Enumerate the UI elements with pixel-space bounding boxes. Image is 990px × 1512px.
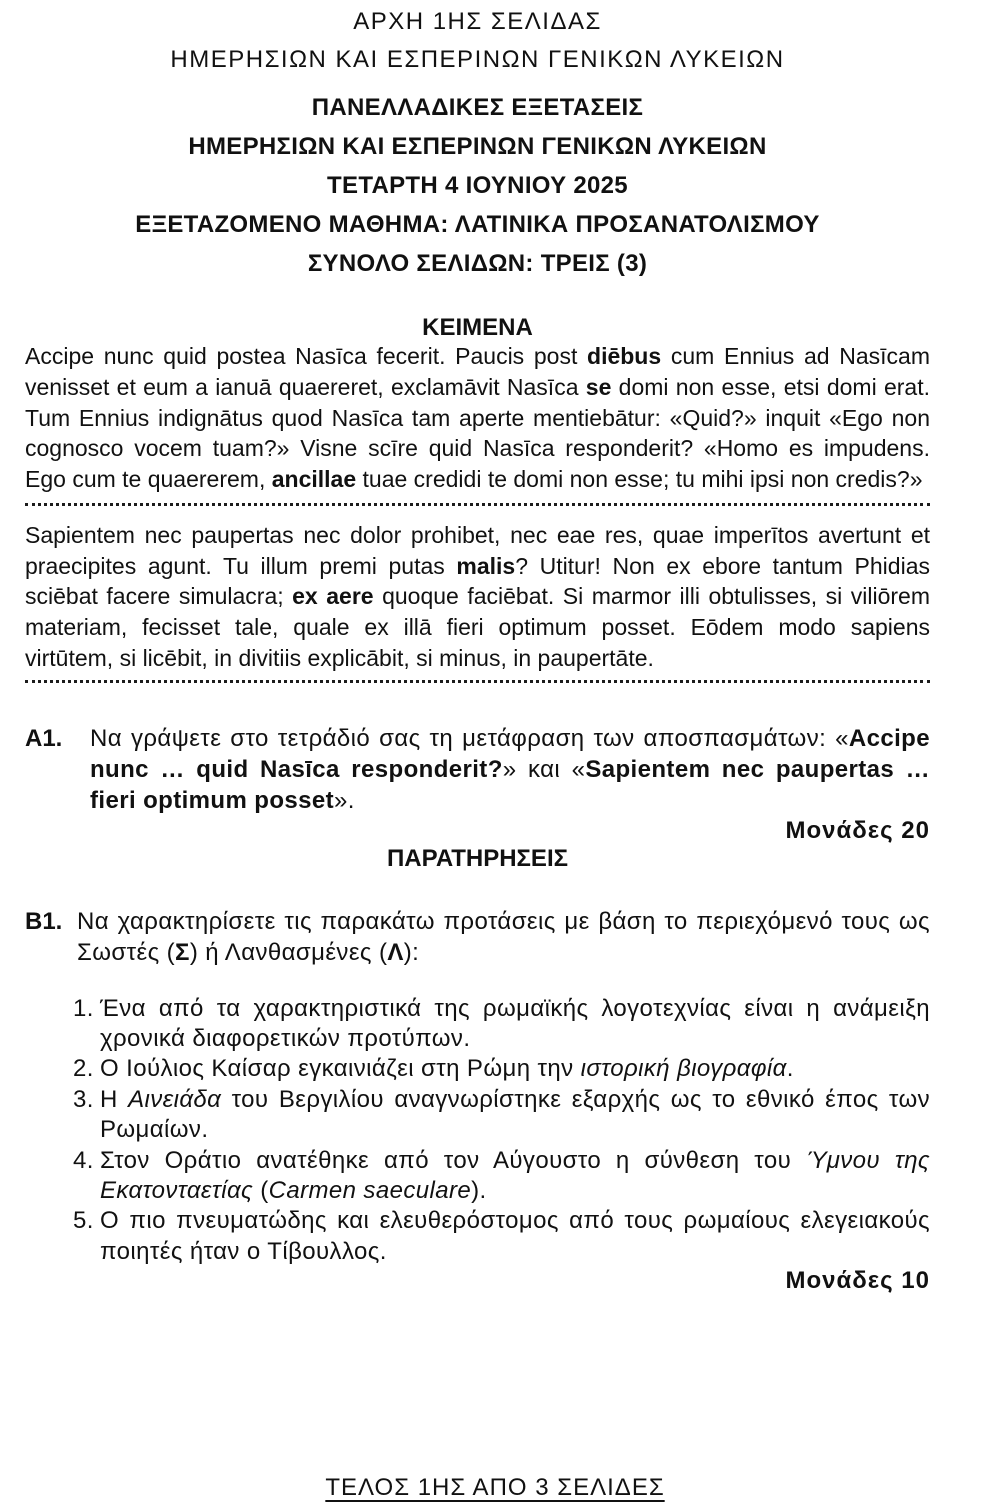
exercise-b1-intro: Να χαρακτηρίσετε τις παρακάτω προτάσεις με βάση το περιεχόμενό τους ως Σωστές (Σ) ή Λανθασμένες (Λ): (77, 907, 930, 966)
exam-title-block (25, 95, 930, 277)
exercise-b1 (25, 906, 930, 968)
list-item-number: 1. (73, 994, 94, 1022)
keimena-heading: ΚΕΙΜΕΝΑ (422, 314, 533, 341)
list-item (73, 1146, 930, 1207)
list-item-text: Ένα από τα χαρακτηριστικά της ρωμαϊκής λογοτεχνίας είναι η ανάμειξη χρονικά διαφορετικών προτύπων. (100, 994, 930, 1052)
list-item-text: Η Αινειάδα του Βεργιλίου αναγνωρίστηκε εξαρχής ως το εθνικό έπος των Ρωμαίων. (100, 1085, 930, 1144)
title-school-type: ΗΜΕΡΗΣΙΩΝ ΚΑΙ ΕΣΠΕΡΙΝΩΝ ΓΕΝΙΚΩΝ ΛΥΚΕΙΩΝ (188, 133, 767, 160)
list-item (73, 1085, 930, 1146)
exercise-a1-body: Να γράψετε στο τετράδιό σας τη μετάφραση των αποσπασμάτων: «Accipe nunc … quid Nasīca responderit?» και «Sapientem nec paupertas … fieri optimum posset». (90, 724, 931, 814)
points-b1: Μονάδες 10 (785, 1267, 930, 1295)
list-item-text: Στον Οράτιο ανατέθηκε από τον Αύγουστο η σύνθεση του Ύμνου της Εκατονταετίας (Carmen saeculare). (100, 1146, 931, 1204)
latin-passage-2: Sapientem nec paupertas nec dolor prohibet, nec eae res, quae imperītos avertunt et praecipites agunt. Tu illum premi putas malis? Utitur! Non ex ebore tantum Phidias sciēbat facere simulacra; ex aere quoque faciēbat. Si marmor illi obtulisses, si viliōrem materiam, fecisset tale, quale ex illā fieri optimum posset. Eōdem modo sapiens virtūtem, si licēbit, in divitiis explicābit, si minus, in paupertāte. (25, 521, 930, 671)
title-subject: ΕΞΕΤΑΖΟΜΕΝΟ ΜΑΘΗΜΑ: ΛΑΤΙΝΙΚΑ ΠΡΟΣΑΝΑΤΟΛΙΣΜΟΥ (135, 211, 820, 238)
dotted-separator-1 (25, 503, 930, 506)
list-item-number: 3. (73, 1085, 94, 1113)
latin-passage-1: Accipe nunc quid postea Nasīca fecerit. Paucis post diēbus cum Ennius ad Nasīcam venisset et eum a ianuā quaereret, exclamāvit Nasīca se domi non esse, etsi domi erat. Tum Ennius indignātus quod Nasīca tam aperte mentiebātur: «Quid?» inquit «Ego non cognosco vocem tuam?» Visne scīre quid Nasīca responderit? «Homo es impudens. Ego cum te quaererem, ancillae tuae credidi te domi non esse; tu mihi ipsi non credis?» (25, 343, 930, 492)
points-a1: Μονάδες 20 (785, 816, 930, 844)
list-item (73, 1054, 930, 1084)
exercise-b1-label: Β1. (25, 907, 63, 935)
b1-statement-list (73, 994, 930, 1268)
list-item-number: 4. (73, 1146, 94, 1174)
page-footer: ΤΕΛΟΣ 1ΗΣ ΑΠΟ 3 ΣΕΛΙΔΕΣ (325, 1474, 665, 1501)
title-exams: ΠΑΝΕΛΛΑΔΙΚΕΣ ΕΞΕΤΑΣΕΙΣ (311, 94, 644, 121)
title-date: ΤΕΤΑΡΤΗ 4 ΙΟΥΝΙΟΥ 2025 (327, 172, 628, 199)
dotted-separator-2 (25, 680, 930, 683)
running-header-line-2: ΗΜΕΡΗΣΙΩΝ ΚΑΙ ΕΣΠΕΡΙΝΩΝ ΓΕΝΙΚΩΝ ΛΥΚΕΙΩΝ (170, 46, 785, 73)
exercise-a1 (25, 723, 930, 816)
list-item (73, 994, 930, 1055)
list-item-number: 2. (73, 1055, 94, 1083)
list-item-number: 5. (73, 1207, 94, 1235)
list-item-text: Ο πιο πνευματώδης και ελευθερόστομος από τους ρωμαίους ελεγειακούς ποιητές ήταν ο Τίβουλλος. (100, 1207, 930, 1265)
list-item (73, 1206, 930, 1267)
title-total-pages: ΣΥΝΟΛΟ ΣΕΛΙΔΩΝ: ΤΡΕΙΣ (3) (307, 250, 648, 277)
running-header-line-1: ΑΡΧΗ 1ΗΣ ΣΕΛΙΔΑΣ (353, 8, 602, 35)
paratiriseis-heading: ΠΑΡΑΤΗΡΗΣΕΙΣ (386, 844, 569, 872)
list-item-text: Ο Ιούλιος Καίσαρ εγκαινιάζει στη Ρώμη την ιστορική βιογραφία. (100, 1055, 794, 1083)
exercise-a1-label: Α1. (25, 724, 63, 752)
